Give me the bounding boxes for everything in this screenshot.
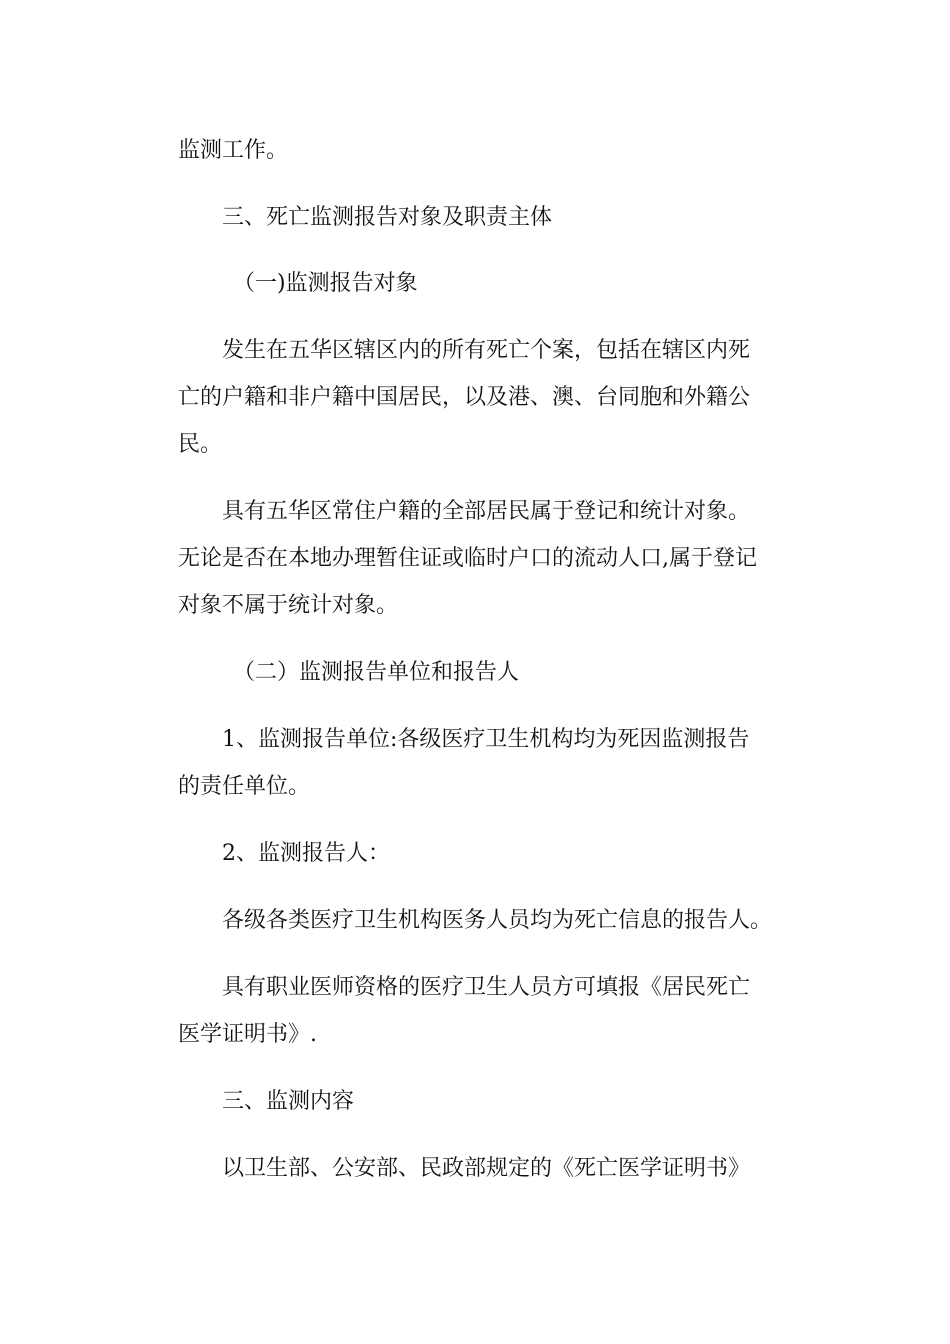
text-line: 对象不属于统计对象。 (178, 593, 399, 618)
section-heading: 三、死亡监测报告对象及职责主体 (222, 205, 553, 230)
text-line: 各级各类医疗卫生机构医务人员均为死亡信息的报告人。 (222, 908, 773, 933)
text-line: 亡的户籍和非户籍中国居民，以及港、澳、台同胞和外籍公 (178, 385, 751, 410)
text-line: 具有职业医师资格的医疗卫生人员方可填报《居民死亡 (222, 975, 751, 1000)
text-line: 无论是否在本地办理暂住证或临时户口的流动人口,属于登记 (178, 546, 757, 571)
text-line: 医学证明书》. (178, 1022, 317, 1047)
text-line: 发生在五华区辖区内的所有死亡个案，包括在辖区内死 (222, 338, 751, 363)
section-heading: 三、监测内容 (222, 1089, 355, 1114)
text-line: 2、监测报告人： (222, 841, 390, 866)
text-line: 以卫生部、公安部、民政部规定的《死亡医学证明书》 (222, 1156, 751, 1181)
subsection-heading: （二）监测报告单位和报告人 (233, 660, 520, 685)
text-line: 监测工作。 (178, 138, 289, 163)
text-line: 具有五华区常住户籍的全部居民属于登记和统计对象。 (222, 499, 751, 524)
text-line: 民。 (178, 432, 223, 457)
text-line: 的责任单位。 (178, 774, 311, 799)
text-line: 1、监测报告单位:各级医疗卫生机构均为死因监测报告 (222, 727, 750, 752)
subsection-heading: （一)监测报告对象 (233, 271, 418, 296)
